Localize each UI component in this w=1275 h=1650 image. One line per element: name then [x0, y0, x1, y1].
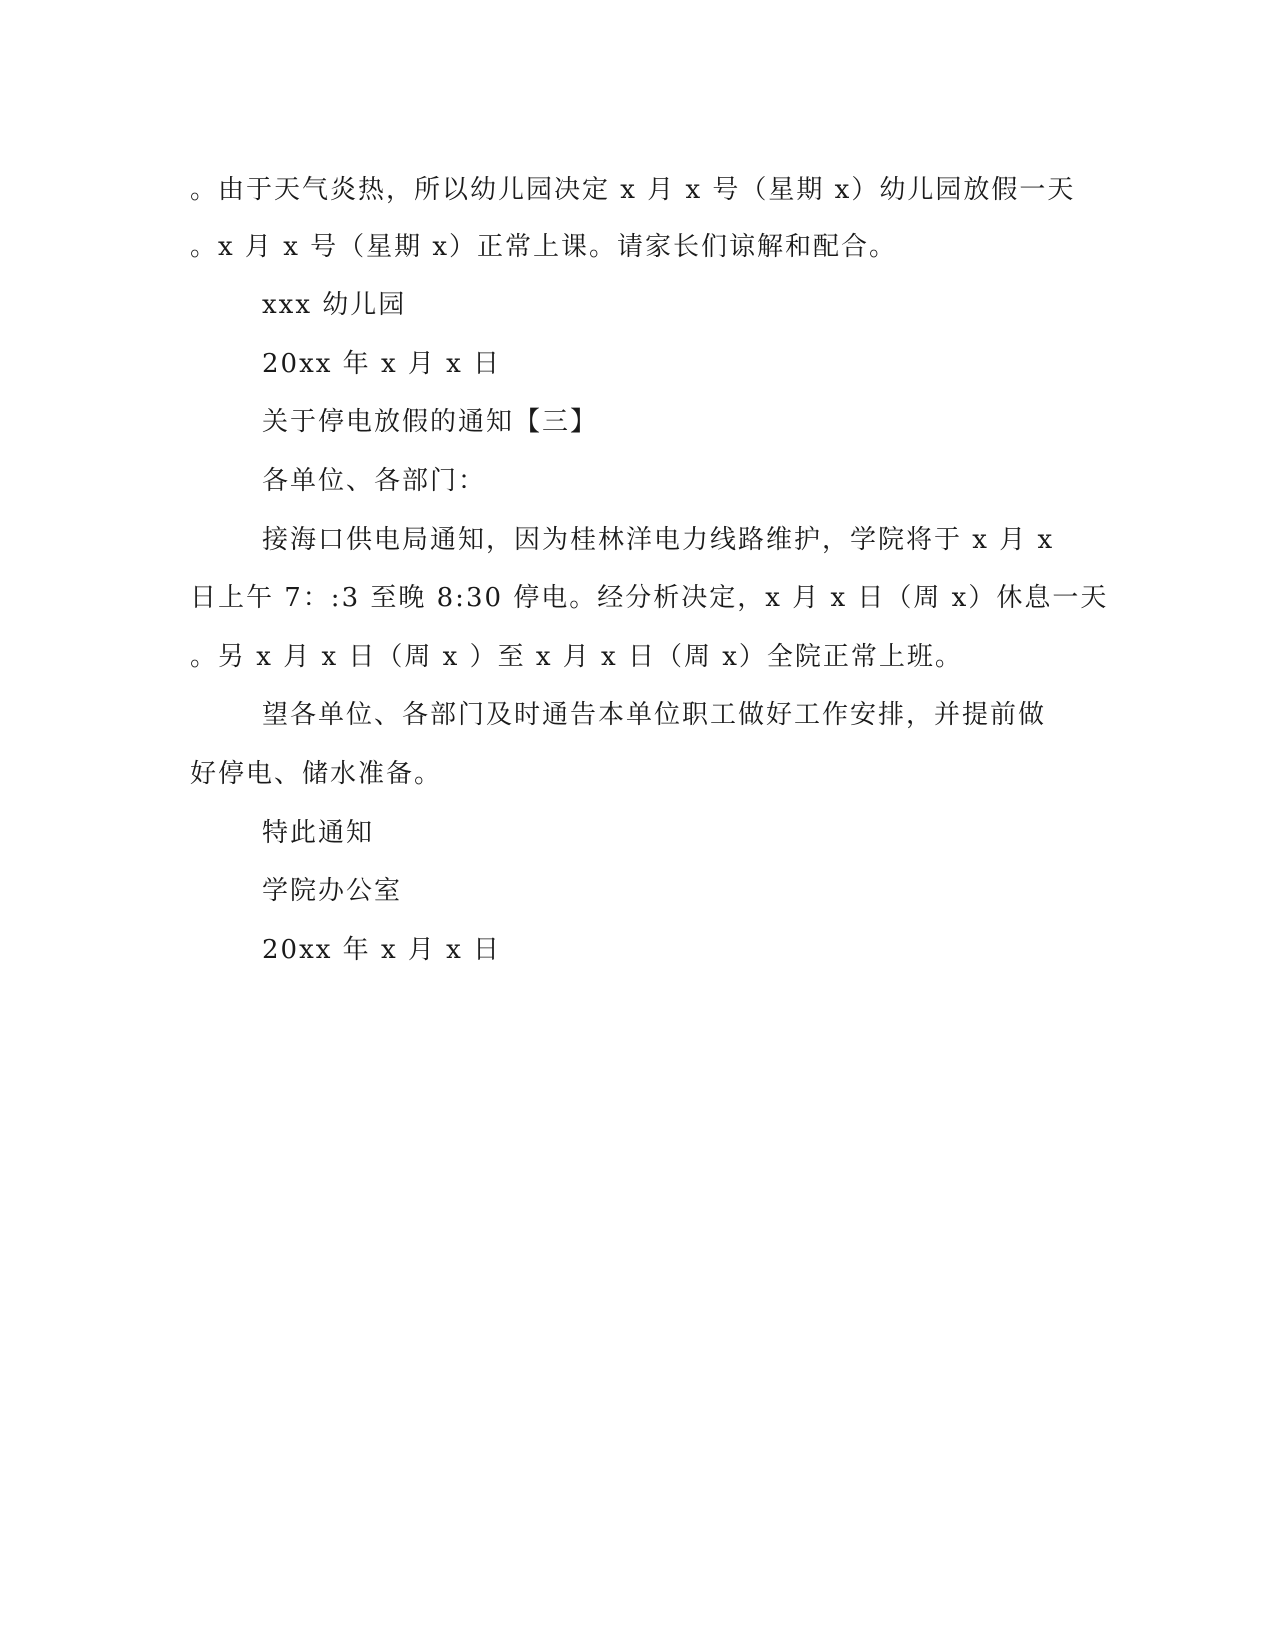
notice-body-line-3: 。另 x 月 x 日（周 x ）至 x 月 x 日（周 x）全院正常上班。 [190, 642, 963, 672]
notice-title: 关于停电放假的通知【三】 [262, 407, 599, 437]
office-date: 20xx 年 x 月 x 日 [262, 935, 502, 965]
notice-closing: 特此通知 [262, 818, 375, 848]
body-line-1: 。由于天气炎热，所以幼儿园决定 x 月 x 号（星期 x）幼儿园放假一天 [190, 175, 1076, 205]
kindergarten-signature: xxx 幼儿园 [262, 290, 407, 320]
notice-body-line-5: 好停电、储水准备。 [190, 759, 443, 789]
notice-body-line-4: 望各单位、各部门及时通告本单位职工做好工作安排，并提前做 [262, 700, 1047, 730]
kindergarten-date: 20xx 年 x 月 x 日 [262, 349, 502, 379]
body-line-2: 。x 月 x 号（星期 x）正常上课。请家长们谅解和配合。 [190, 232, 898, 262]
notice-body-line-2: 日上午 7：:3 至晚 8:30 停电。经分析决定，x 月 x 日（周 x）休息一天 [190, 583, 1109, 613]
notice-body-line-1: 接海口供电局通知，因为桂林洋电力线路维护，学院将于 x 月 x [262, 525, 1055, 555]
office-signature: 学院办公室 [262, 876, 403, 906]
notice-salutation: 各单位、各部门： [262, 466, 487, 496]
